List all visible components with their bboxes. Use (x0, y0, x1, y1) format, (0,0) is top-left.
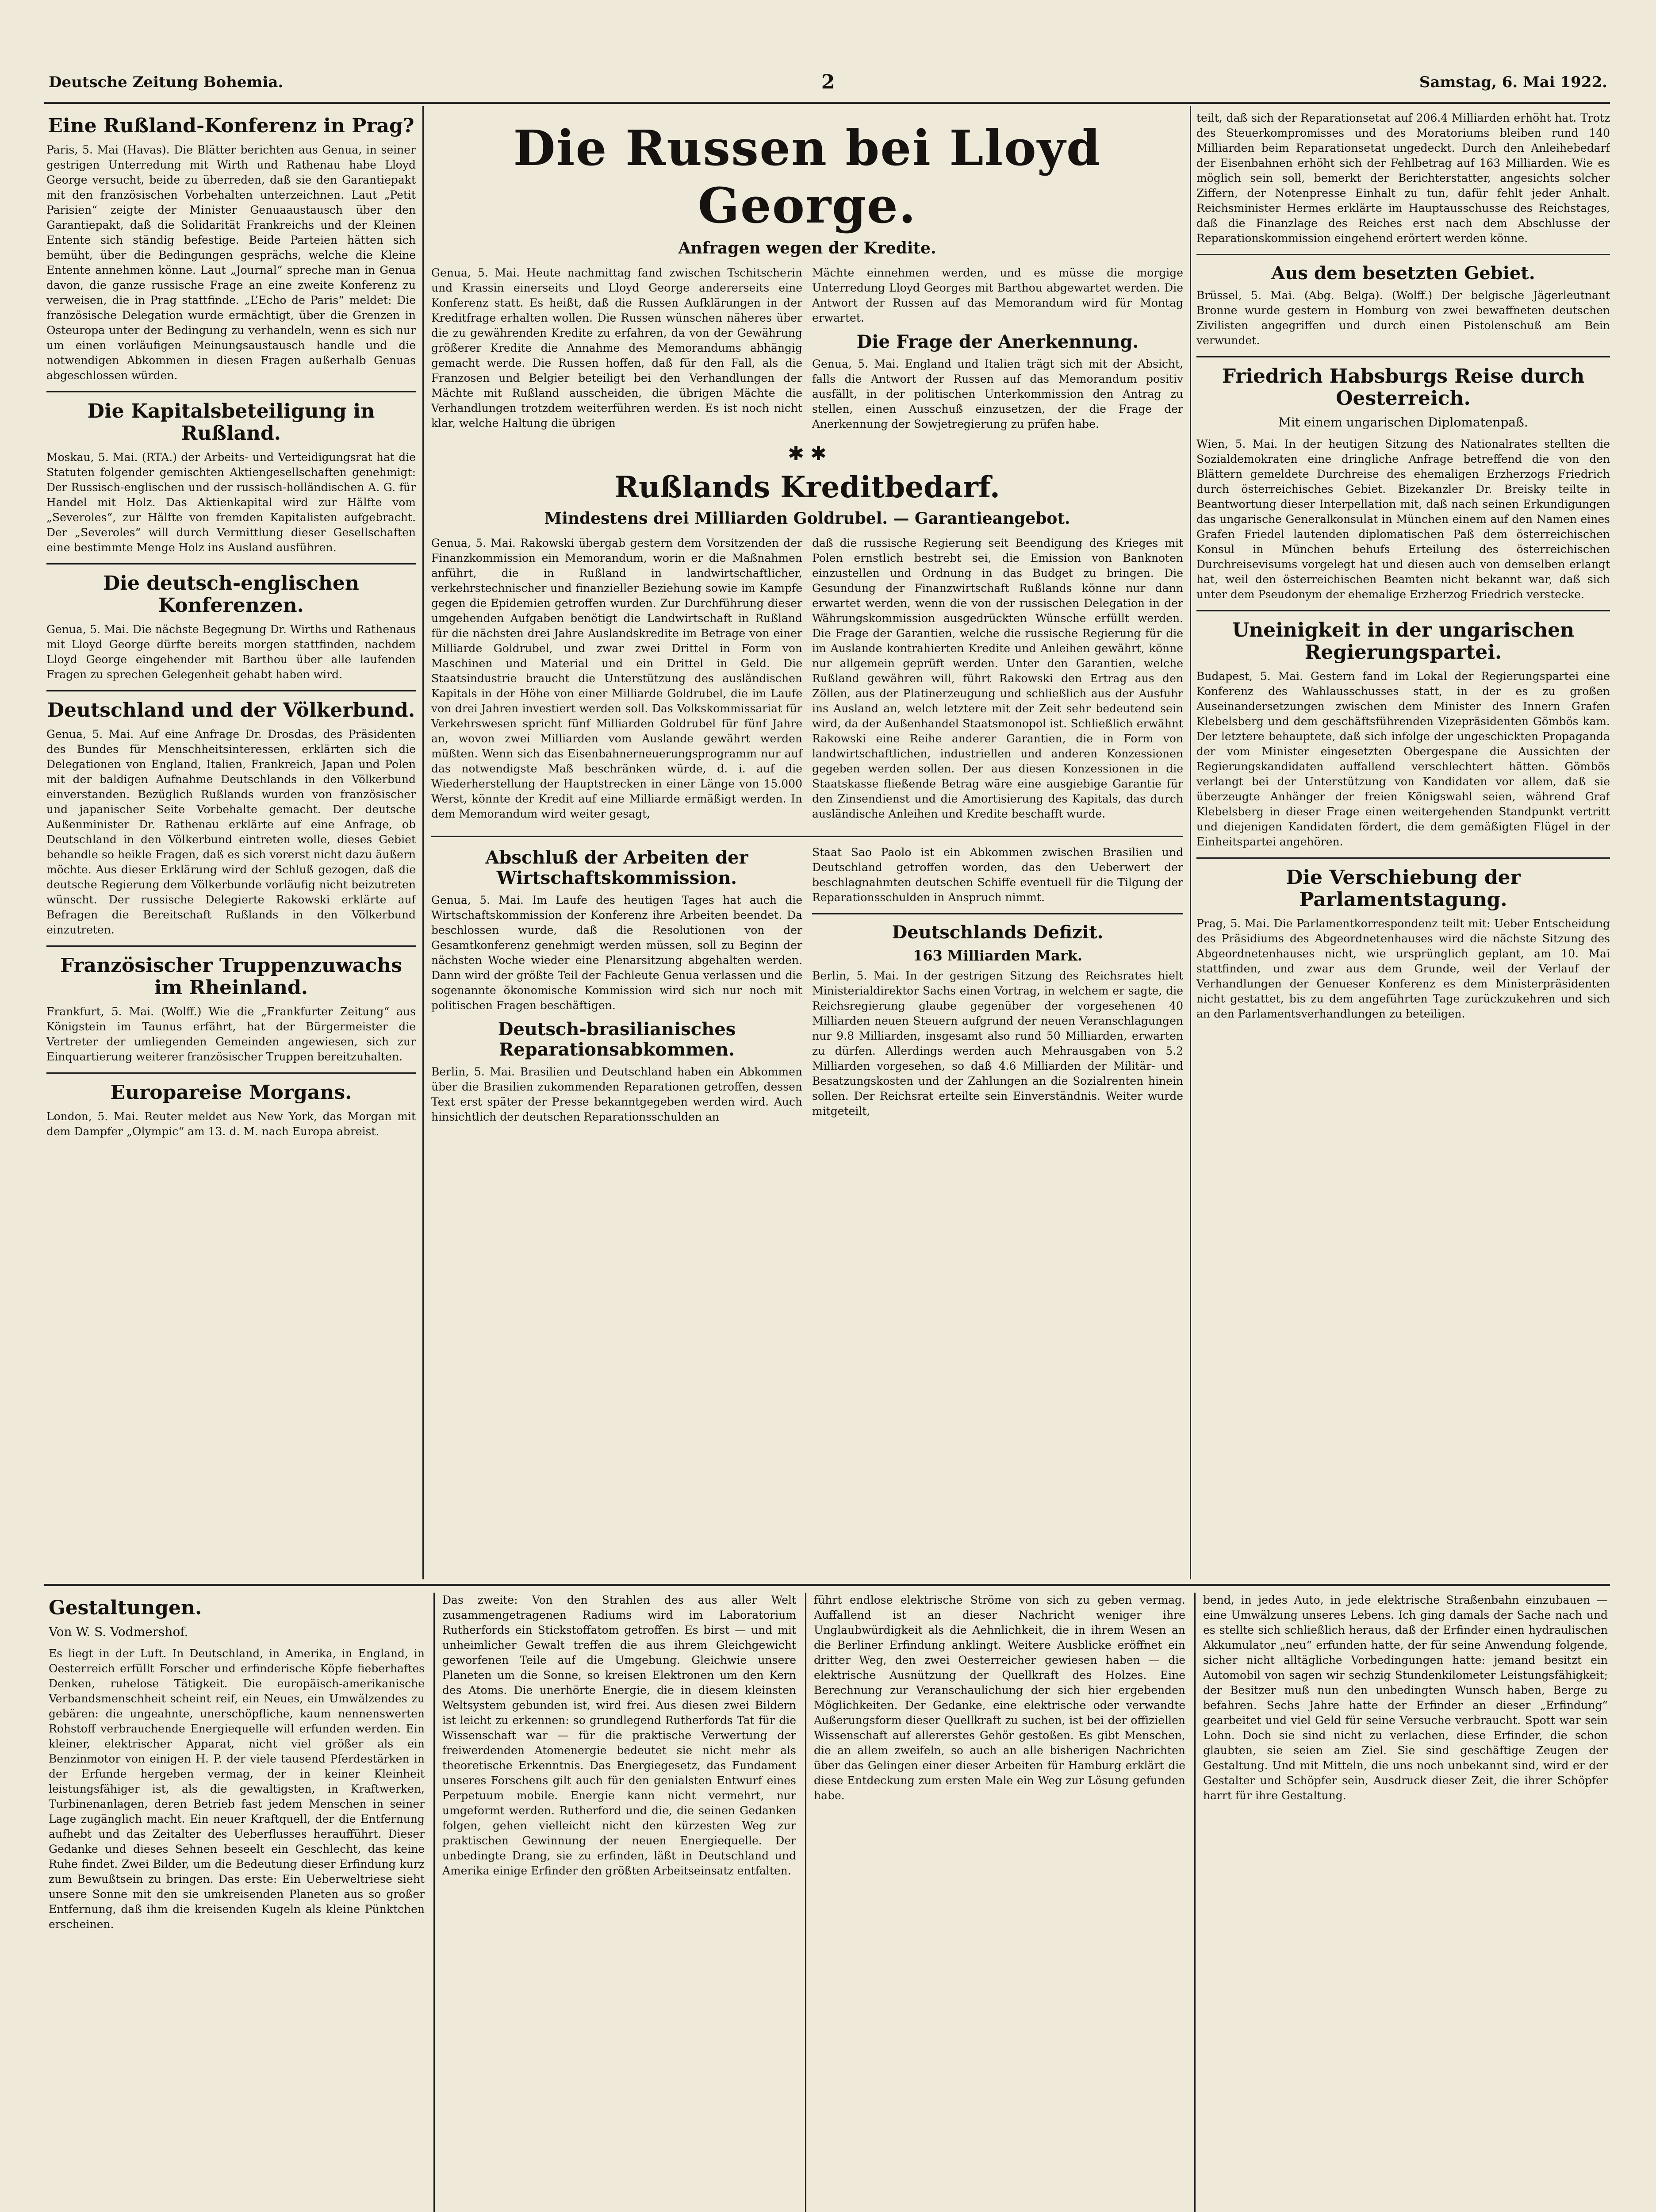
running-head (49, 71, 1607, 97)
article-text: Staat Sao Paolo ist ein Abkommen zwischen Brasilien und Deutschland getroffen worden, das den Ueberwert der beschlagnahmten deutschen Schiffe eventuell für die Tilgung der Reparationsschulden in Anspruch nimmt. (812, 846, 1183, 904)
article-text: bend, in jedes Auto, in jede elektrische Straßenbahn einzubauen — eine Umwälzung unseres Lebens. Ich ging damals der Sache nach und es stellte sich schließlich heraus, daß der Erfinder einen hydraulischen Akkumulator „neu“ erfunden hatte, der für seine Anwendung folgende, sicher nicht alltägliche Vorbedingungen hatte: jemand besitzt ein Automobil von sagen wir sechzig Stundenkilometer Leistungsfähigkeit; der Besitzer muß nun den unbedingten Wunsch haben, Berge zu befahren. Sechs Jahre hatte der Erfinder an dieser „Erfindung“ gearbeitet und viel Geld für seine Versuche verbraucht. Spott war sein Lohn. Doch sie sind nicht zu verlachen, diese Erfinder, die schon glaubten, sie seien am Ziel. Sie sind geschäftige Zeugen der Gestaltung. Und mit Mitteln, die uns noch unbekannt sind, wird er der Gestalter und Schöpfer sein, Ausdruck dieser Zeit, die ihrer Schöpfer harrt für ihre Gestaltung. (1203, 1594, 1608, 1802)
divider (1196, 254, 1610, 255)
head-rule (44, 102, 1610, 104)
feuilleton-col-3 (814, 1593, 1185, 2212)
article-text: daß die russische Regierung seit Beendigung des Krieges mit Polen ernstlich bestrebt sei, die Emission von Banknoten einzustellen und Ordnung in das Budget zu bringen. Die Gesundung der Finanzwirtschaft Rußlands könne nur dann erwartet werden, wenn die von der russischen Delegation in der Währungskommission ausgedrückten Wünsche erfüllt werden. Die Frage der Garantien, welche die russische Regierung für die im Auslande kontrahierten Kredite und Anleihen gewährt, könne nur allgemein geprüft werden. Unter den Garantien, welche Rußland gewähren will, führt Rakowski den Ertrag aus den Zöllen, aus der Platinerzeugung und schließlich aus der Ausfuhr ins Ausland an, welch letztere mit der Zeit sehr bedeutend sein wird, da der Außenhandel Staatsmonopol ist. Schließlich erwähnt Rakowski eine Reihe anderer Garantien, die in Form von landwirtschaftlichen, industriellen und anderen Konzessionen gegeben werden sollen. Der aus diesen Konzessionen in die Staatskasse fließende Betrag wäre eine ausgiebige Garantie für den Zinsendienst und die Amortisierung des Kapitals, das durch ausländische Anleihen und Kredite beschafft wurde. (812, 537, 1183, 820)
feuilleton-col-4 (1203, 1593, 1608, 2212)
article-text: Das zweite: Von den Strahlen des aus aller Welt zusammengetragenen Radiums wird im Laboratorium Rutherfords ein Stickstoffatom getroffen. Es birst — und mit unheimlicher Gewalt treffen die aus ihrem Gleichgewicht geworfenen Teile auf die Umgebung. Gleichwie unsere Planeten um die Sonne, so kreisen Elektronen um den Kern des Atoms. Die unerhörte Energie, die in diesem kleinsten Weltsystem gebunden ist, wird frei. Aus diesen zwei Bildern ist leicht zu erkennen: so grundlegend Rutherfords Tat für die Wissenschaft war — für die praktische Verwertung der freiwerdenden Atomenergie bedeutet sie nicht mehr als theoretische Erkenntnis. Das Energiegesetz, das Fundament unseres Forschens gilt auch für den genialsten Entwurf eines Perpetuum mobile. Energie kann nicht vermehrt, nur umgeformt werden. Rutherford und die, die seinen Gedanken folgen, gehen vielleicht nicht den kürzesten Weg zur praktischen Gewinnung der neuen Energiequelle. Der unbedingte Drang, sie zu erfinden, läßt in Deutschland und Amerika einige Erfinder den größten Arbeitseinsatz entfalten. (442, 1594, 796, 1877)
headline: Deutschland und der Völkerbund. (47, 699, 415, 722)
article-text: Moskau, 5. Mai. (RTA.) der Arbeits- und Verteidigungsrat hat die Statuten folgender gemischten Aktiengesellschaften genehmigt: Der Russisch-englischen und der russisch-holländischen A. G. für Handel mit Holz. Das Aktienkapital wird zur Hälfte vom „Severoles“, zur Hälfte von fremden Kapitalisten aufgebracht. Der „Severoles“ will durch Vermittlung dieser Gesellschaften eine bestimmte Menge Holz ins Ausland ausführen. (46, 451, 416, 554)
left-column (46, 111, 416, 1579)
subheading: 163 Milliarden Mark. (912, 947, 1083, 964)
feuilleton-col-1 (49, 1593, 425, 2212)
divider (46, 563, 416, 565)
headline: Europareise Morgans. (110, 1081, 352, 1104)
section-rule (44, 1584, 1610, 1586)
column-rule (422, 106, 424, 1579)
article-text: Genua, 5. Mai. England und Italien trägt sich mit der Absicht, falls die Antwort der Russen auf das Memorandum positiv ausfällt, in der politischen Unterkommission den Antrag zu stellen, einen Ausschuß einzusetzen, der die Frage der Anerkennung der Sowjetregierung zu prüfen habe. (812, 357, 1183, 430)
right-column (1196, 111, 1610, 1579)
divider (431, 836, 1183, 837)
article-text: führt endlose elektrische Ströme von sich zu geben vermag. Auffallend ist an dieser Nachricht weniger ihre Unglaubwürdigkeit als die Aehnlichkeit, die in ihrem Wesen an die Berliner Erfindung anklingt. Weitere Ausblicke eröffnet ein dritter Weg, den zwei Oesterreicher gewiesen haben — die elektrische Ausnützung der Quellkraft des Holzes. Eine Berechnung zur Veranschaulichung der sich hier ergebenden Möglichkeiten. Der Gedanke, eine elektrische oder verwandte Außerungsform dieser Quellkraft zu suchen, ist bei der offiziellen Wissenschaft auf allererstes Gehör gestoßen. Es gibt Menschen, die an allem zweifeln, so auch an alle bisherigen Nachrichten über das Gelingen einer dieser Arbeiten für Hamburg erklärt die diese Entdeckung zum ersten Male ein Weg zur Lösung gefunden habe. (814, 1594, 1185, 1802)
date-line: Samstag, 6. Mai 1922. (1419, 73, 1607, 91)
headline: Die Frage der Anerkennung. (856, 331, 1139, 352)
headline: Rußlands Kreditbedarf. (614, 470, 1000, 504)
article-text: Genua, 5. Mai. Auf eine Anfrage Dr. Drosdas, des Präsidenten des Bundes für Menschheitsinteressen, erklärten sich die Delegationen von England, Italien, Frankreich, Japan und Polen mit der baldigen Aufnahme Deutschlands in den Völkerbund einverstanden. Bezüglich Rußlands wurden von französischer und japanischer Seite Vorbehalte gemacht. Der deutsche Außenminister Dr. Rathenau erklärte auf eine Anfrage, ob Deutschland in den Völkerbund eintreten wolle, dieses Gebiet behandle so heikle Fragen, daß es sich vorerst nicht dazu äußern möchte. Aus dieser Erklärung wird der Schluß gezogen, daß die deutsche Regierung dem Völkerbunde vorläufig nicht beizutreten wünscht. Der russische Delegierte Rakowski erklärte auf Befragen die Bereitschaft Rußlands in den Völkerbund einzutreten. (46, 728, 416, 936)
article-text: London, 5. Mai. Reuter meldet aus New York, das Morgan mit dem Dampfer „Olympic“ am 13. d. M. nach Europa abreist. (46, 1110, 416, 1138)
feuilleton-col-2 (442, 1593, 796, 2212)
paper-name: Deutsche Zeitung Bohemia. (49, 73, 284, 91)
subheading: Mindestens drei Milliarden Goldrubel. — Garantieangebot. (544, 509, 1070, 528)
divider (46, 690, 416, 691)
article-text: Mächte einnehmen werden, und es müsse die morgige Unterredung Lloyd Georges mit Barthou abgewartet werden. Die Antwort der Russen auf das Memorandum wird für Montag erwartet. (812, 266, 1183, 324)
lead-columns (431, 265, 1183, 438)
headline: Friedrich Habsburgs Reise durch Oesterreich. (1222, 365, 1585, 410)
article-text: Berlin, 5. Mai. Brasilien und Deutschland haben ein Abkommen über die Brasilien zukommenden Reparationen getroffen, dessen Text erst später der Presse bekanntgegeben werden wird. Auch hinsichtlich der deutschen Reparationsschulden an (431, 1065, 802, 1123)
divider (46, 391, 416, 392)
column-rule (1190, 106, 1191, 1579)
article-text: Frankfurt, 5. Mai. (Wolff.) Wie die „Frankfurter Zeitung“ aus Königstein im Taunus erfährt, hat der Bürgermeister die Vertreter der umliegenden Gemeinden angewiesen, sich zur Einquartierung weiterer französischer Truppen bereitzuhalten. (46, 1005, 416, 1063)
asterism: ✱ ✱ (788, 442, 827, 465)
headline: Die deutsch-englischen Konferenzen. (103, 572, 359, 617)
article-text: Genua, 5. Mai. Die nächste Begegnung Dr. Wirths und Rathenaus mit Lloyd George dürfte bereits morgen stattfinden, nachdem Lloyd George eingehender mit Barthou über alle laufenden Fragen zu sprechen Gelegenheit gehabt haben wird. (46, 623, 416, 681)
center-section (431, 111, 1183, 1579)
article-text: Budapest, 5. Mai. Gestern fand im Lokal der Regierungspartei eine Konferenz des Wahlausschusses statt, in der es zu großen Auseinandersetzungen zwischen dem Minister des Innern Grafen Klebelsberg und dem geschäftsführenden Vizepräsidenten Gömbös kam. Der letztere behauptete, daß sich infolge der ungeschickten Propaganda der vom Minister eingesetzten Obergespane die Aussichten der Regierungskandidaten auffallend verschlechtert hätten. Gömbös verlangt bei der Unterstützung von Kandidaten vor allem, daß sie überzeugte Anhänger der freien Königswahl seien, während Graf Klebelsberg in dieser Frage einen weitergehenden Standpunkt vertritt und diejenigen Kandidaten fördert, die dem gemäßigten Flügel in der Einheitspartei angehören. (1196, 670, 1610, 848)
divider (46, 1072, 416, 1074)
article-text: Prag, 5. Mai. Die Parlamentkorrespondenz teilt mit: Ueber Entscheidung des Präsidiums des Abgeordnetenhauses wird die nächste Sitzung des Abgeordnetenhauses nicht, wie ursprünglich geplant, am 10. Mai stattfinden, und zwar aus dem Grunde, weil der Verlauf der Verhandlungen der Genueser Konferenz es dem Ministerpräsidenten nicht gestattet, bis zu dem angeführten Tage zurückzukehren und sich an den Parlamentsverhandlungen zu beteiligen. (1196, 917, 1610, 1020)
divider (1196, 356, 1610, 357)
headline: Französischer Truppenzuwachs im Rheinland. (60, 954, 402, 999)
lower-center-columns (431, 845, 1183, 1131)
article-text: Es liegt in der Luft. In Deutschland, in Amerika, in England, in Oesterreich erfüllt Forscher und erfinderische Köpfe fieberhaftes Denken, ruhelose Tätigkeit. Die europäisch-amerikanische Verbandsmenschheit scheint reif, ein Neues, ein Umwälzendes zu gebären: die ungeahnte, unerschöpfliche, kaum nennenswerten Rohstoff verbrauchende Energiequelle will erfunden werden. Ein kleiner, elektrischer Apparat, nicht viel größer als ein Benzinmotor von einigen H. P. der viele tausend Pferdestärken in der Erfunde hergeben vermag, der in keiner Kleinheit leistungsfähiger ist, als die gewaltigsten, in Kraftwerken, Turbinenanlagen, deren Betrieb fast jedem Menschen in seiner Lage zugänglich macht. Ein neuer Kraftquell, der die Entfernung aufhebt und das Zeitalter des Ueberflusses heraufführt. Dieser Gedanke und dieses Sehnen beseelt ein Geschlecht, das keine Ruhe findet. Zwei Bilder, um die Bedeutung dieser Erfindung kurz zum Bewußtsein zu bringen. Das erste: Ein Ueberweltriese sieht unsere Sonne mit den sie umkreisenden Planeten aus so großer Entfernung, daß ihm die kreisenden Kugeln als kleine Pünktchen erscheinen. (49, 1647, 425, 1931)
subheading: Mit einem ungarischen Diplomatenpaß. (1278, 415, 1528, 430)
headline: Die Kapitalsbeteiligung in Rußland. (87, 400, 375, 445)
headline: Aus dem besetzten Gebiet. (1271, 263, 1535, 284)
banner-subheading: Anfragen wegen der Kredite. (678, 239, 936, 257)
main-banner: Die Russen bei Lloyd George. (513, 119, 1101, 234)
article-text: Brüssel, 5. Mai. (Abg. Belga). (Wolff.) Der belgische Jägerleutnant Bronne wurde gestern in Homburg von zwei bewaffneten deutschen Zivilisten angegriffen und durch einen Pistolenschuß am Bein verwundet. (1196, 289, 1610, 347)
credit-columns (431, 536, 1183, 828)
page-number: 2 (821, 71, 835, 93)
column-rule (433, 1593, 435, 2212)
headline: Eine Rußland-Konferenz in Prag? (48, 115, 414, 137)
article-text: Berlin, 5. Mai. In der gestrigen Sitzung des Reichsrates hielt Ministerialdirektor Sachs einen Vortrag, in welchem er sagte, die Reichsregierung glaube gegenüber der vorgesehenen 40 Milliarden neuen Steuern aufgrund der neuen Veranschlagungen nur 9.8 Milliarden, insgesamt also rund 50 Milliarden, erwarten zu dürfen. Allerdings werden auch Mehrausgaben von 5.2 Milliarden vorgesehen, so daß 4.6 Milliarden der Militär- und Besatzungskosten und der Zahlungen an die Sozialrenten hinein sollen. Der Reichsrat erteilte sein Einverständnis. Weiter wurde mitgeteilt, (812, 969, 1183, 1118)
divider (812, 913, 1183, 914)
feuilleton-title: Gestaltungen. (49, 1597, 202, 1619)
divider (46, 945, 416, 947)
byline: Von W. S. Vodmershof. (49, 1624, 188, 1639)
column-rule (805, 1593, 806, 2212)
headline: Die Verschiebung der Parlamentstagung. (1286, 866, 1521, 911)
article-text: Genua, 5. Mai. Heute nachmittag fand zwischen Tschitscherin und Krassin einerseits und Lloyd George andererseits eine Konferenz statt. Es heißt, daß die Russen Aufklärungen in der Kreditfrage erhalten wollen. Die Russen wünschen näheres über die zu gewährenden Kredite zu erfahren, da von der Gewährung größerer Kredite die Annahme des Memorandums abhängig gemacht werde. Die Russen hoffen, daß für den Fall, als die Franzosen und Belgier beteiligt bei den Verhandlungen der Mächte mit Rußland ausscheiden, die übrigen Mächte die Verhandlungen trotzdem weiterführen werden. Es ist noch nicht klar, welche Haltung die übrigen (431, 266, 802, 430)
headline: Deutsch-brasilianisches Reparationsabkommen. (498, 1019, 736, 1060)
headline: Deutschlands Defizit. (892, 922, 1104, 943)
article-text: Paris, 5. Mai (Havas). Die Blätter berichten aus Genua, in seiner gestrigen Unterredung mit Wirth und Rathenau habe Lloyd George versucht, beide zu überreden, daß sie den Garantiepakt mit den französischen Vorbehalten unterzeichnen. Laut „Petit Parisien“ zeigte der Minister Genuaaustausch über den Garantiepakt, daß die Solidarität Frankreichs und der Kleinen Entente sich ständig befestige. Beide Parteien hätten sich bemüht, über die Bedingungen gesprächs, welche die Kleine Entente annehmen könne. Laut „Journal“ spreche man in Genua davon, die ganze russische Frage an eine zweite Konferenz zu verweisen, die in Prag stattfinde. „L’Echo de Paris“ meldet: Die französische Delegation wurde ermächtigt, über die Grenzen in Osteuropa unter der Bedingung zu verhandeln, wenn es sich nur um einen vorläufigen Meinungsaustausch handle und die notwendigen Abkommen in diesen Fragen außerhalb Genuas abgeschlossen würden. (46, 143, 416, 382)
article-text: Wien, 5. Mai. In der heutigen Sitzung des Nationalrates stellten die Sozialdemokraten eine dringliche Anfrage betreffend die von den Blättern gemeldete Durchreise des ehemaligen Erzherzogs Friedrich durch österreichisches Gebiet. Bizekanzler Dr. Breisky teilte in Beantwortung dieser Interpellation mit, daß nach seinen Erkundigungen das ungarische Generalkonsulat in München einem auf den Namen eines Grafen Friedel lautenden diplomatischen Paß dem österreichischen Konsul in München behufs Erteilung des österreichischen Durchreisevisums vorgelegt hat und diesen auch von demselben erlangt hat, weil den österreichischen Beamten nicht bekannt war, daß sich unter dem Pseudonym der ehemalige Erzherzog Friedrich verstecke. (1196, 438, 1610, 601)
article-text: Genua, 5. Mai. Im Laufe des heutigen Tages hat auch die Wirtschaftskommission der Konferenz ihre Arbeiten beendet. Da beschlossen wurde, daß die Resolutionen von der Gesamtkonferenz genehmigt werden müssen, soll zu Beginn der nächsten Woche wieder eine Plenarsitzung abgehalten werden. Dann wird der größte Teil der Fachleute Genua verlassen und die sogenannte ökonomische Kommission wird sich nur noch mit politischen Fragen beschäftigen. (431, 894, 802, 1012)
headline: Uneinigkeit in der ungarischen Regierungspartei. (1232, 619, 1575, 664)
headline: Abschluß der Arbeiten der Wirtschaftskommission. (485, 847, 748, 888)
divider (1196, 610, 1610, 611)
divider (1196, 857, 1610, 859)
article-text: teilt, daß sich der Reparationsetat auf 206.4 Milliarden erhöht hat. Trotz des Steuerkompromisses und des Moratoriums bleiben rund 140 Milliarden beim Reparationsetat ungedeckt. Durch den Anleihebedarf der Eisenbahnen erhöht sich der Fehlbetrag auf 163 Milliarden. Wie es möglich sein soll, bemerkt der Berichterstatter, angesichts solcher Ziffern, der Notenpresse Einhalt zu tun, dafür fehlt jeder Anhalt. Reichsminister Hermes erklärte im Hauptausschusse des Reichstages, daß die Finanzlage des Reiches erst nach dem Abschlusse der Reparationskommission eingehend erörtert werden könne. (1196, 111, 1610, 245)
article-text: Genua, 5. Mai. Rakowski übergab gestern dem Vorsitzenden der Finanzkommission ein Memorandum, worin er die Maßnahmen anführt, die in Rußland in landwirtschaftlicher, verkehrstechnischer und finanzieller Beziehung sowie im Kampfe gegen die Epidemien getroffen wurden. Zur Durchführung dieser umgehenden Aufgaben benötigt die Landwirtschaft in Rußland für die nächsten drei Jahre Auslandskredite im Betrage von einer Milliarde Goldrubel, und zwar zwei Drittel in Form von Maschinen und Material und ein Drittel in Geld. Die Staatsindustrie braucht die Unterstützung des ausländischen Kapitals in der Höhe von einer Milliarde Goldrubel, die im Laufe von drei Jahren investiert werden soll. Das Volkskommissariat für Verkehrswesen spricht fünf Milliarden Goldrubel für fünf Jahre an, wovon zwei Milliarden vom Auslande gewährt werden müßten. Wenn sich das Eisenbahnerneuerungsprogramm nur auf das notwendigste Maß beschränken würde, d. i. auf die Wiederherstellung der Hauptstrecken in einer Länge von 15.000 Werst, könnte der Kredit auf eine Milliarde ermäßigt werden. In dem Memorandum wird weiter gesagt, (431, 537, 802, 820)
column-rule (1194, 1593, 1196, 2212)
